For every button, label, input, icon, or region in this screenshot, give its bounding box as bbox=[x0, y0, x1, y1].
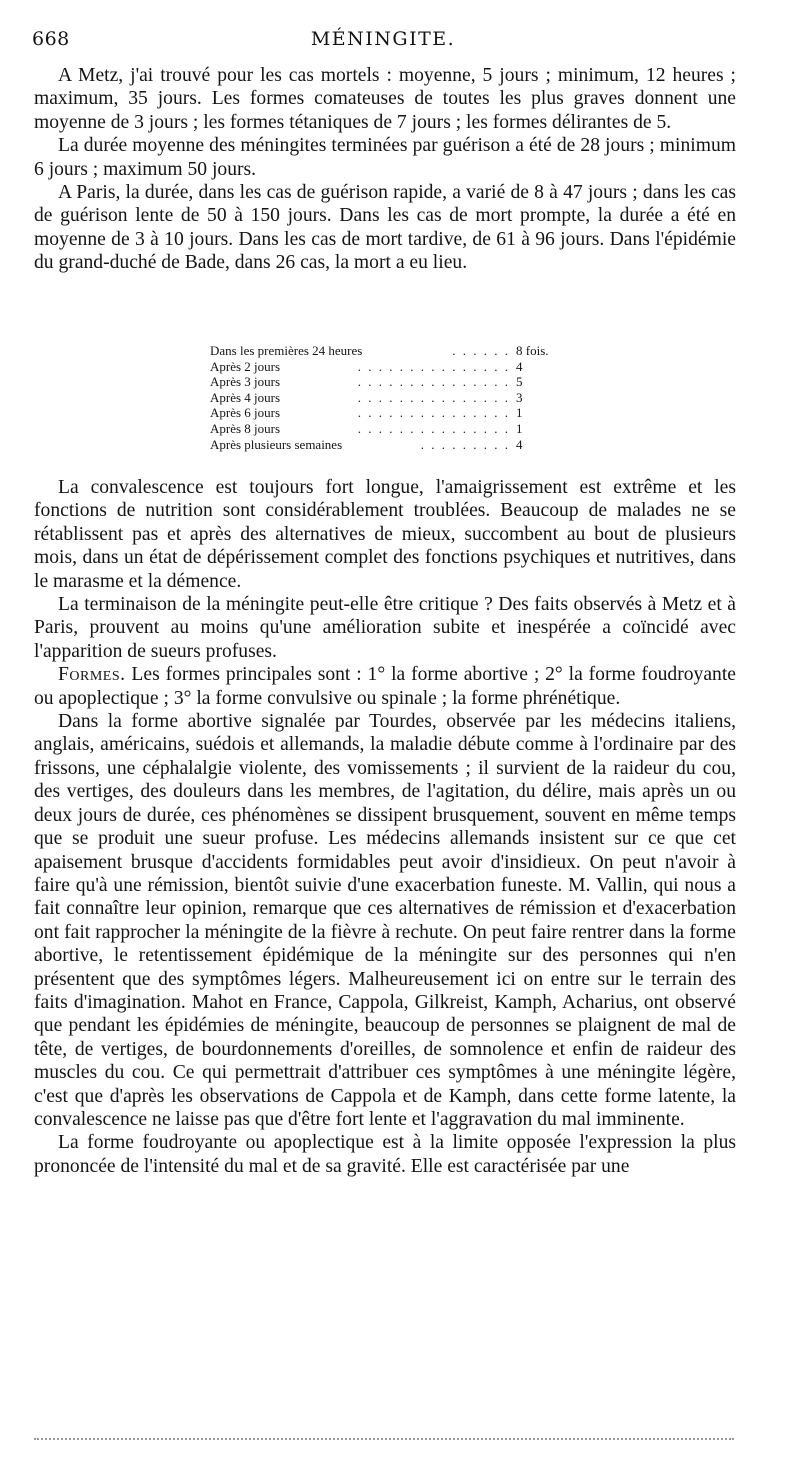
leader-dots: . . . . . . . . . . . . . . . bbox=[357, 420, 510, 436]
row-value: 8 fois. bbox=[516, 343, 549, 358]
row-label: Dans les premières 24 heures bbox=[210, 343, 363, 358]
leader-dots: . . . . . . . . . . . . . . . bbox=[357, 389, 510, 405]
paragraph-forms-body: Les formes principales sont : 1° la forme abortive ; 2° la forme foudroyante ou apoplectique ; 3° la forme convulsive ou spinale ; la forme phrénétique. bbox=[34, 664, 736, 709]
paragraph-forms bbox=[34, 663, 736, 710]
row-value: 1 bbox=[516, 405, 523, 421]
leader-dots: . . . . . . bbox=[452, 343, 510, 358]
row-value: 3 bbox=[516, 389, 523, 405]
table-row bbox=[210, 437, 570, 453]
text-block-before-table bbox=[34, 64, 736, 275]
leader-dots: . . . . . . . . . . . . . . . bbox=[357, 358, 510, 374]
paragraph-critical-termination: La terminaison de la méningite peut-elle être critique ? Des faits observés à Metz et à Paris, prouvent au moins qu'une amélioration subite et inespérée a coïncidé avec l'apparition de sueurs profuses. bbox=[34, 594, 736, 662]
row-label: Après 2 jours bbox=[210, 358, 281, 374]
mortality-timing-table bbox=[210, 343, 570, 452]
row-label: Après 6 jours bbox=[210, 405, 281, 421]
leader-dots: . . . . . . . . . . . . . . . bbox=[357, 374, 510, 390]
leader-dots: . . . . . . . . . . . . . . . bbox=[357, 405, 510, 421]
running-title: MÉNINGITE. bbox=[310, 28, 456, 50]
table-row bbox=[210, 405, 570, 421]
row-value: 1 bbox=[516, 420, 523, 436]
paragraph-recovery-duration: La durée moyenne des méningites terminées par guérison a été de 28 jours ; minimum 6 jours ; maximum 50 jours. bbox=[34, 135, 736, 180]
row-value: 4 bbox=[516, 436, 523, 452]
leader-dots: . . . . . . . . . bbox=[420, 436, 510, 452]
page-header bbox=[32, 28, 734, 52]
table-row bbox=[210, 421, 570, 437]
row-value: 5 bbox=[516, 374, 523, 390]
paragraph-metz-mortality: A Metz, j'ai trouvé pour les cas mortels : moyenne, 5 jours ; minimum, 12 heures ; maximum, 35 jours. Les formes comateuses de toutes les plus graves donnent une moyenne de 3 jours ; les formes tétaniques de 7 jours ; les formes délirantes de 5. bbox=[34, 65, 736, 133]
paragraph-fulminant-form: La forme foudroyante ou apoplectique est à la limite opposée l'expression la plus prononcée de l'intensité du mal et de sa gravité. Elle est caractérisée par une bbox=[34, 1132, 736, 1177]
row-label: Après 4 jours bbox=[210, 389, 281, 405]
row-label: Après plusieurs semaines bbox=[210, 436, 343, 452]
paragraph-paris-duration: A Paris, la durée, dans les cas de guérison rapide, a varié de 8 à 47 jours ; dans les cas de guérison lente de 50 à 150 jours. Dans les cas de mort prompte, la durée a été en moyenne de 3 à 10 jours. Dans les cas de mort tardive, de 61 à 96 jours. Dans l'épidémie du grand-duché de Bade, dans 26 cas, la mort a eu lieu. bbox=[34, 182, 736, 274]
row-label: Après 3 jours bbox=[210, 374, 281, 390]
table-row bbox=[210, 359, 570, 375]
row-value: 4 bbox=[516, 358, 523, 374]
row-label: Après 8 jours bbox=[210, 420, 281, 436]
table-row bbox=[210, 343, 570, 359]
table-row bbox=[210, 374, 570, 390]
footer-dotted-rule bbox=[34, 1438, 734, 1440]
page-number: 668 bbox=[32, 28, 70, 50]
text-block-after-table bbox=[34, 476, 736, 1178]
paragraph-abortive-form: Dans la forme abortive signalée par Tourdes, observée par les médecins italiens, anglais, américains, suédois et allemands, la maladie débute comme à l'ordinaire par des frissons, une céphalalgie violente, des vomissements ; il survient de la raideur du cou, des vertiges, des douleurs dans les membres, de l'agitation, du délire, mais après un ou deux jours de durée, ces phénomènes se dissipent brusquement, souvent en même temps que se produit une sueur profuse. Les médecins allemands insistent sur ce que cet apaisement brusque d'accidents formidables peut avoir d'insidieux. On peut n'avoir à faire qu'à une rémission, bientôt suivie d'une exacerbation funeste. M. Vallin, qui nous a fait connaître leur opinion, remarque que ces alternatives de rémission et d'exacerbation ont fait rapprocher la méningite de la fièvre à rechute. On peut faire rentrer dans la forme abortive, le retentissement épidémique de la méningite sur des personnes qui n'en présentent que des symptômes légers. Malheureusement ici on entre sur le terrain des faits d'imagination. Mahot en France, Cappola, Gilkreist, Kamph, Acharius, ont observé que pendant les épidémies de méningite, beaucoup de personnes se plaignent de mal de tête, de vertiges, de bourdonnements d'oreilles, de somnolence et enfin de raideur des muscles du cou. Ce qui permettrait d'attribuer ces symptômes à une méningite légère, c'est que d'après les observations de Cappola et de Kamph, dans cette forme latente, la convalescence ne laisse pas que d'être fort lente et l'aggravation du mal imminente. bbox=[34, 711, 736, 1130]
paragraph-convalescence: La convalescence est toujours fort longue, l'amaigrissement est extrême et les fonctions de nutrition sont considérablement troublées. Beaucoup de malades ne se rétablissent pas et après des alternatives de mieux, succombent au bout de plusieurs mois, dans un état de dépérissement complet des fonctions psychiques et nutritives, dans le marasme et la démence. bbox=[34, 477, 736, 592]
section-lead-formes: Formes. bbox=[58, 664, 126, 686]
table-row bbox=[210, 390, 570, 406]
